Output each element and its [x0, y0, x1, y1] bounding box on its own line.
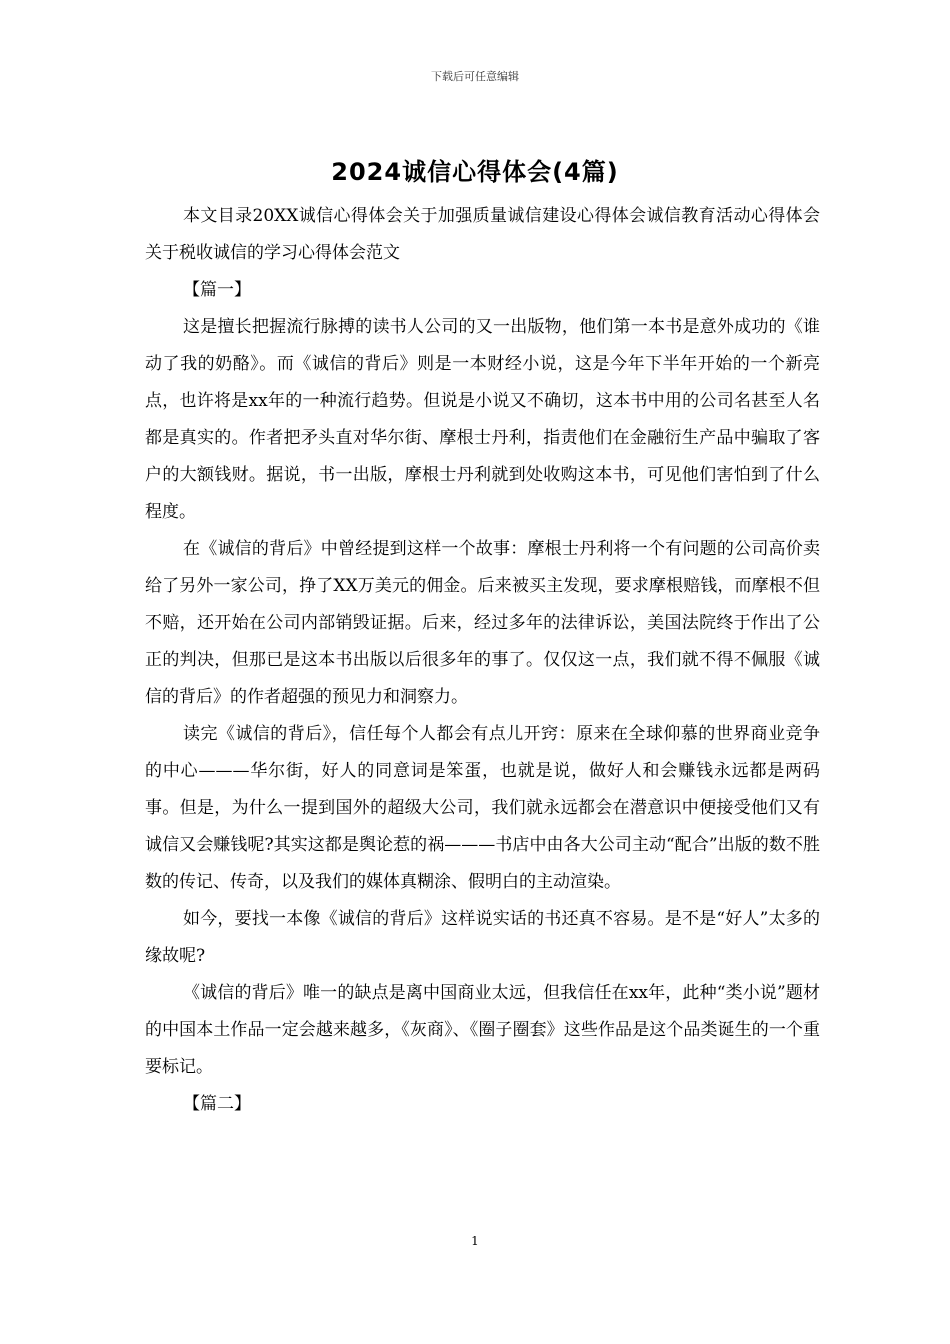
paragraph-3: 读完《诚信的背后》，信任每个人都会有点儿开窍：原来在全球仰慕的世界商业竞争的中心———华尔街，好人的同意词是笨蛋，也就是说，做好人和会赚钱永远都是两码事。但是，为什么一提到国外的超级大公司，我们就永远都会在潜意识中便接受他们又有诚信又会赚钱呢?其实这都是舆论惹的祸———书店中由各大公司主动“配合”出版的数不胜数的传记、传奇，以及我们的媒体真糊涂、假明白的主动渲染。 [145, 724, 820, 892]
page-header-note: 下载后可任意编辑 [431, 70, 519, 83]
table-of-contents: 本文目录20XX诚信心得体会关于加强质量诚信建设心得体会诚信教育活动心得体会关于税收诚信的学习心得体会范文 [145, 206, 820, 263]
document-body [145, 198, 820, 1123]
section-heading-1: 【篇一】 [183, 280, 251, 300]
page-number: 1 [471, 1234, 479, 1248]
section-heading-2: 【篇二】 [183, 1094, 251, 1114]
paragraph-5: 《诚信的背后》唯一的缺点是离中国商业太远，但我信任在xx年，此种“类小说”题材的中国本土作品一定会越来越多，《灰商》、《圈子圈套》这些作品是这个品类诞生的一个重要标记。 [145, 983, 820, 1077]
paragraph-2: 在《诚信的背后》中曾经提到这样一个故事：摩根士丹利将一个有问题的公司高价卖给了另外一家公司，挣了XX万美元的佣金。后来被买主发现，要求摩根赔钱，而摩根不但不赔，还开始在公司内部销毁证据。后来，经过多年的法律诉讼，美国法院终于作出了公正的判决，但那已是这本书出版以后很多年的事了。仅仅这一点，我们就不得不佩服《诚信的背后》的作者超强的预见力和洞察力。 [145, 539, 820, 707]
document-title: 2024诚信心得体会(4篇) [331, 158, 619, 186]
paragraph-4: 如今，要找一本像《诚信的背后》这样说实话的书还真不容易。是不是“好人”太多的缘故呢? [145, 909, 820, 966]
paragraph-1: 这是擅长把握流行脉搏的读书人公司的又一出版物，他们第一本书是意外成功的《谁动了我的奶酪》。而《诚信的背后》则是一本财经小说，这是今年下半年开始的一个新亮点，也许将是xx年的一种流行趋势。但说是小说又不确切，这本书中用的公司名甚至人名都是真实的。作者把矛头直对华尔街、摩根士丹利，指责他们在金融衍生产品中骗取了客户的大额钱财。据说，书一出版，摩根士丹利就到处收购这本书，可见他们害怕到了什么程度。 [145, 317, 820, 522]
